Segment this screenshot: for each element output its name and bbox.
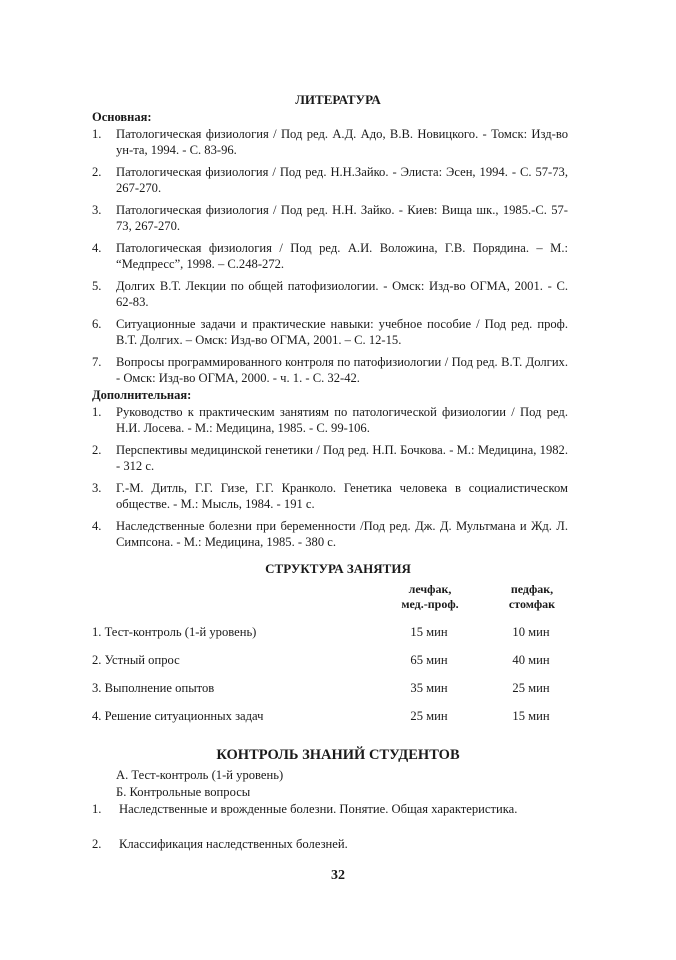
page-number: 32 [331, 868, 345, 883]
structure-row-value: 15 мин [512, 709, 550, 723]
structure-title: СТРУКТУРА ЗАНЯТИЯ [265, 561, 411, 576]
question-number: 2. [92, 837, 102, 851]
question-number: 1. [92, 802, 102, 816]
list-item: 7. Вопросы программированного контроля по патофизиологии / Под ред. В.Т. Долгих. - Омск: Изд-во ОГМА, 2000. - ч. 1. - С. 32-42. [92, 355, 568, 385]
extra-literature-label: Дополнительная: [92, 388, 192, 402]
structure-row-value: 35 мин [410, 681, 448, 695]
control-item-a: А. Тест-контроль (1-й уровень) [116, 768, 284, 782]
control-item-b: Б. Контрольные вопросы [116, 785, 251, 799]
structure-row-label: 4. Решение ситуационных задач [92, 709, 264, 723]
question-text: Наследственные и врожденные болезни. Понятие. Общая характеристика. [119, 802, 518, 816]
main-literature-list [92, 126, 568, 386]
structure-row-value: 25 мин [512, 681, 550, 695]
list-item: 1. Руководство к практическим занятиям по патологической физиологии / Под ред. Н.И. Лосева. - М.: Медицина, 1985. - С. 99-106. [92, 405, 568, 435]
structure-row-label: 1. Тест-контроль (1-й уровень) [92, 625, 257, 639]
list-item: 1. Патологическая физиология / Под ред. А.Д. Адо, В.В. Новицкого. - Томск: Изд-во ун-та, 1994. - С. 83-96. [92, 127, 568, 157]
question-text: Классификация наследственных болезней. [119, 837, 348, 851]
structure-row-label: 3. Выполнение опытов [92, 681, 215, 695]
structure-row-value: 40 мин [512, 653, 550, 667]
list-item: 6. Ситуационные задачи и практические навыки: учебное пособие / Под ред. проф. В.Т. Долгих. – Омск: Изд-во ОГМА, 2001. – С. 12-15. [92, 317, 568, 347]
extra-literature-list [92, 404, 568, 550]
list-item: 2. Перспективы медицинской генетики / Под ред. Н.П. Бочкова. - М.: Медицина, 1982. - 312 с. [92, 443, 568, 473]
list-item: 3. Патологическая физиология / Под ред. Н.Н. Зайко. - Киев: Вища шк., 1985.-С. 57-73, 267-270. [92, 203, 568, 233]
list-item: 5. Долгих В.Т. Лекции по общей патофизиологии. - Омск: Изд-во ОГМА, 2001. - С. 62-83. [92, 279, 568, 309]
control-title: КОНТРОЛЬ ЗНАНИЙ СТУДЕНТОВ [216, 747, 460, 763]
list-item: 2. Патологическая физиология / Под ред. Н.Н.Зайко. - Элиста: Эсен, 1994. - С. 57-73, 267-270. [92, 165, 568, 195]
literature-title: ЛИТЕРАТУРА [295, 92, 381, 107]
column-header-pedfak: педфак, стомфак [508, 582, 556, 611]
structure-row-label: 2. Устный опрос [92, 653, 180, 667]
list-item: 4. Наследственные болезни при беременности /Под ред. Дж. Д. Мультмана и Жд. Л. Симпсона. - М.: Медицина, 1985. - 380 с. [92, 519, 568, 549]
structure-row-value: 15 мин [410, 625, 448, 639]
structure-row-value: 25 мин [410, 709, 448, 723]
structure-row-value: 65 мин [410, 653, 448, 667]
list-item: 4. Патологическая физиология / Под ред. А.И. Воложина, Г.В. Порядина. – М.: “Медпресс”, 1998. – С.248-272. [92, 241, 568, 271]
main-literature-label: Основная: [92, 110, 152, 124]
list-item: 3. Г.-М. Дитль, Г.Г. Гизе, Г.Г. Кранколо. Генетика человека в социалистическом обществе. - М.: Мысль, 1984. - 191 с. [92, 481, 568, 511]
column-header-lechfak: лечфак, мед.-проф. [401, 582, 459, 611]
structure-row-value: 10 мин [512, 625, 550, 639]
